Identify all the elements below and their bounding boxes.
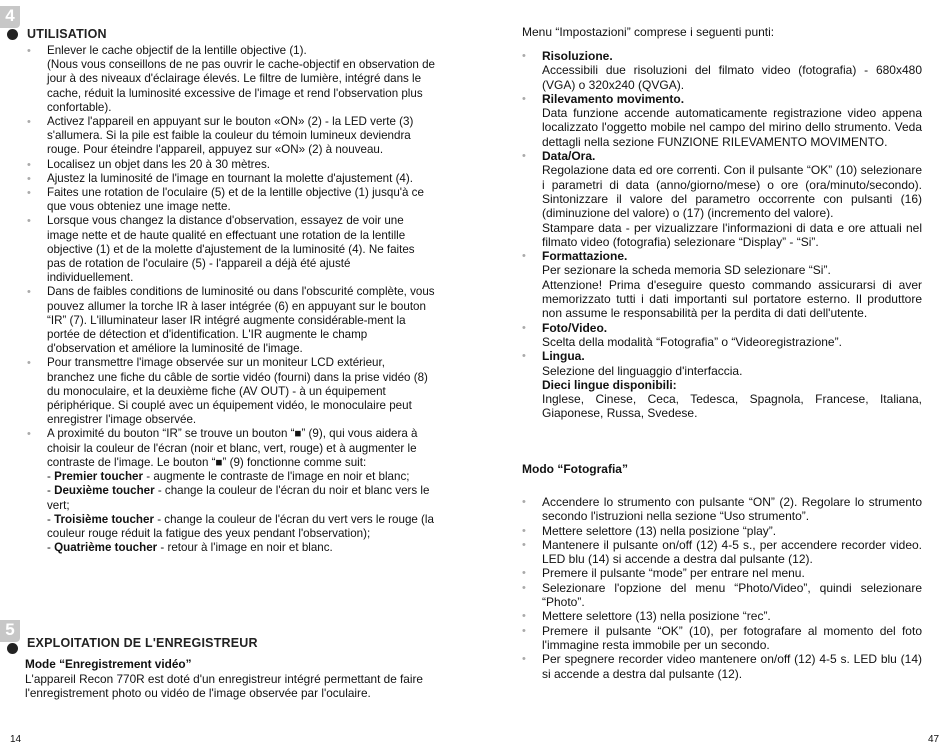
list-item: • Mantenere il pulsante on/off (12) 4-5 s., per accendere recorder video. LED blu (14) si accende a destra dal pulsante (12). <box>522 538 922 567</box>
list-item: • Accendere lo strumento con pulsante “ON” (2). Regolare lo strumento secondo l'istruzioni nella sezione “Uso strumento”. <box>522 495 922 524</box>
section-number-tab: 5 <box>0 620 20 642</box>
section-bullet-icon <box>7 29 18 40</box>
toggle-text: - change la couleur de l'écran du noir et blanc vers le vert; <box>47 484 430 512</box>
recorder-paragraph: L'appareil Recon 770R est doté d'un enregistreur intégré permettant de faire l'enregistrement photo ou vidéo de l'image observée par l'oculaire. <box>25 672 423 701</box>
setting-item <box>522 92 922 149</box>
list-item: • Dans de faibles conditions de luminosité ou dans l'obscurité complète, vous pouvez allumer la torche IR à laser intégrée (6) en appuyant sur le bouton “IR” (7). L'illuminateur laser IR intégré augmente considérable-ment la portée de détection et d'identification. L'IR augmente le champ d'observation et améliore la luminosité de l'image. <box>27 285 435 356</box>
list-item: (Nous vous conseillons de ne pas ouvrir le cache-objectif en observation de jour à des niveaux d'éclairage élevés. Le filtre de lumière, intégré dans le cache, réduit la luminosité excessive de l'image et rend l'observation plus confortable). <box>47 58 435 114</box>
section-number-tab: 4 <box>0 6 20 28</box>
list-item: • Pour transmettre l'image observée sur un moniteur LCD extérieur, branchez une fiche du câble de sortie vidéo (fourni) dans la prise vidéo (8) du monoculaire, et la deuxième fiche (AV OUT) - à un équipement périphérique. Si couplé avec un équipement vidéo, le monoculaire peut enregistrer l'image observée. <box>27 356 435 427</box>
menu-intro: Menu “Impostazioni” comprese i seguenti punti: <box>522 25 775 39</box>
setting-body: Accessibili due risoluzioni del filmato video (fotografia) - 680x480 (VGA) o 320x240 (QVGA). <box>542 63 922 92</box>
toggle-label: Troisième toucher <box>54 512 154 526</box>
setting-extra: Stampare data - per vizualizzare l'informazioni di data e ore attuali nel filmato video (fotografia) selezionare “Display” - “Si”. <box>542 220 922 249</box>
toggle-line: - Deuxième toucher - change la couleur de l'écran du noir et blanc vers le vert; <box>47 484 430 512</box>
toggle-line: - Troisième toucher - change la couleur de l'écran du vert vers le rouge (la couleur rouge réduit la fatigue des yeux pendant l'observation); <box>47 512 434 540</box>
setting-item <box>522 349 922 420</box>
usage-list <box>27 44 435 555</box>
setting-title: Foto/Video. <box>542 320 608 335</box>
setting-body: Data funzione accende automaticamente registrazione video appena localizzato l'oggetto mobile nel campo del mirino dello strumento. Veda dettagli nella sezione FUNZIONE RILEVAMENTO MOVIMENTO. <box>542 106 922 149</box>
list-item: • Ajustez la luminosité de l'image en tournant la molette d'ajustement (4). <box>27 172 435 186</box>
photo-steps-list <box>522 495 922 681</box>
setting-title: Risoluzione. <box>542 49 613 63</box>
list-item: • Localisez un objet dans les 20 à 30 mètres. <box>27 158 435 172</box>
toggle-text: - retour à l'image en noir et blanc. <box>157 541 333 555</box>
setting-body: Selezione del linguaggio d'interfaccia. <box>542 363 743 378</box>
setting-extra: Inglese, Cinese, Ceca, Tedesca, Spagnola, Francese, Italiana, Giaponese, Russa, Svedese. <box>542 392 922 421</box>
setting-item <box>522 49 922 92</box>
page-number: 47 <box>928 734 940 745</box>
toggle-line: - Quatrième toucher - retour à l'image en noir et blanc. <box>47 541 333 555</box>
settings-list <box>522 49 922 421</box>
setting-item <box>522 149 922 249</box>
list-item: • Selezionare l'opzione del menu “Photo/Video”, quindi selezionare “Photo”. <box>522 581 922 610</box>
section-bullet-icon <box>7 643 18 654</box>
list-item: • Mettere selettore (13) nella posizione “play”. <box>522 524 922 538</box>
toggle-label: Premier toucher <box>54 470 144 484</box>
setting-item <box>522 249 922 320</box>
list-item: • Lorsque vous changez la distance d'observation, essayez de voir une image nette et de haute qualité en effectuant une rotation de la lentille objective (1) et de la molette d'ajustement de la luminosité (4). Ne faites pas de rotation de l'oculaire (5) - l'appareil a déjà été ajusté individuellement. <box>27 214 435 285</box>
subsection-title: Mode “Enregistrement vidéo” <box>25 657 192 671</box>
list-item: • Faites une rotation de l'oculaire (5) et de la lentille objective (1) jusqu'à ce que vous obteniez une image nette. <box>27 186 435 214</box>
list-item: • Activez l'appareil en appuyant sur le bouton «ON» (2) - la LED verte (3) s'allumera. Si la pile est faible la couleur du témoin lumineux deviendra rouge. Pour éteindre l'appareil, appuyez sur «ON» (2) à nouveau. <box>27 115 435 158</box>
list-item: • Premere il pulsante “mode” per entrare nel menu. <box>522 566 922 580</box>
setting-title: Formattazione. <box>542 249 628 264</box>
section-title: UTILISATION <box>27 27 107 41</box>
toggle-label: Deuxième toucher <box>54 484 155 498</box>
toggle-text: - augmente le contraste de l'image en noir et blanc; <box>143 470 410 484</box>
setting-body: Scelta della modalità “Fotografia” o “Videoregistrazione”. <box>542 334 842 349</box>
section-title: EXPLOITATION DE L'ENREGISTREUR <box>27 636 258 650</box>
list-item: • Enlever le cache objectif de la lentille objective (1). <box>27 44 435 58</box>
toggle-line: - Premier toucher - augmente le contraste de l'image en noir et blanc; <box>47 470 410 484</box>
list-item: • Premere il pulsante “OK” (10), per fotografare al momento del foto l'immagine resta immobile per un secondo. <box>522 624 922 653</box>
setting-body: Regolazione data ed ore correnti. Con il pulsante “OK” (10) selezionare i parametri di data (anno/giorno/mese) o ore (ora/minuto/secondo). Sintonizzare il valore del parametro occorrente con pulsanti (16) (diminuzione del valore) o (17) (incremento del valore). <box>542 163 922 221</box>
page-number: 14 <box>10 734 22 745</box>
toggle-text: - change la couleur de l'écran du vert vers le rouge (la couleur rouge réduit la fatigue des yeux pendant l'observation); <box>47 512 434 540</box>
setting-title: Data/Ora. <box>542 149 596 164</box>
toggle-label: Quatrième toucher <box>54 541 158 555</box>
setting-extra: Attenzione! Prima d'eseguire questo commando assicurarsi di aver memorizzato tutti i dati importanti sul portatore esterno. Il produttore non assume le responsabilità per la perdita di dati dell'utente. <box>542 277 922 321</box>
setting-title: Lingua. <box>542 349 585 364</box>
list-item: • Mettere selettore (13) nella posizione “rec”. <box>522 609 922 623</box>
list-item: • A proximité du bouton “IR” se trouve un bouton “■” (9), qui vous aidera à choisir la couleur de l'écran (noir et blanc, vert, rouge) et à augmenter le contraste de l'image. Le bouton “■” (9) fonctionne comme suit: <box>27 427 435 470</box>
setting-title: Rilevamento movimento. <box>542 91 685 106</box>
list-item: • Per spegnere recorder video mantenere on/off (12) 4-5 s. LED blu (14) si accende a destra dal pulsante (12). <box>522 652 922 681</box>
photo-mode-title: Modo “Fotografia” <box>522 462 628 476</box>
setting-extra-title: Dieci lingue disponibili: <box>542 377 677 392</box>
setting-item <box>522 321 922 350</box>
setting-body: Per sezionare la scheda memoria SD selezionare “Si”. <box>542 263 831 278</box>
